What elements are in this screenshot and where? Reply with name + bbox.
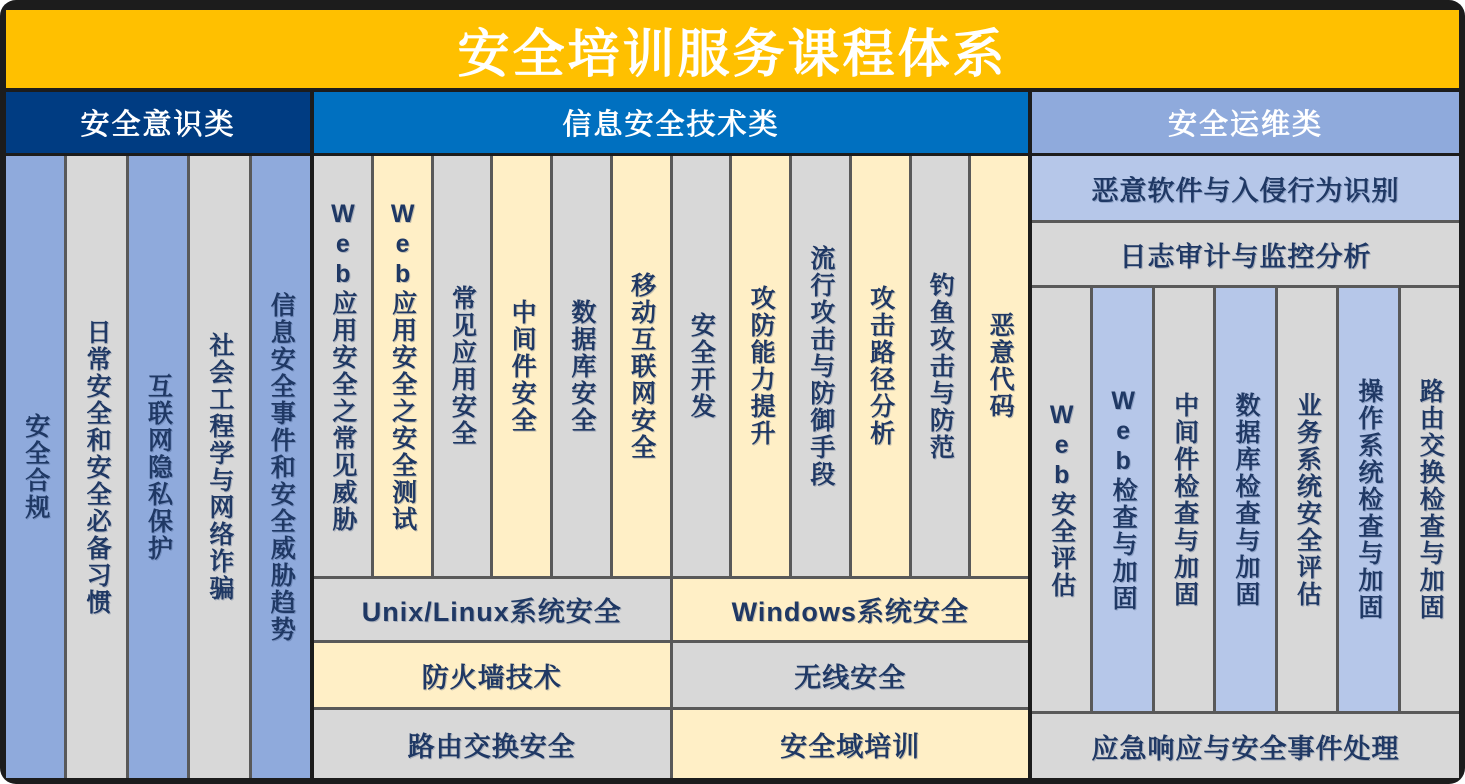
tech-course-row-cell: Windows系统安全 (673, 579, 1029, 640)
ops-body (1032, 156, 1459, 778)
tech-row-os (314, 579, 1028, 640)
section-security-awareness (6, 92, 310, 778)
tech-header: 信息安全技术类 (314, 92, 1028, 153)
tech-course-row-cell: 安全域培训 (673, 710, 1029, 778)
tech-row-network (314, 643, 1028, 707)
section-security-ops (1032, 92, 1459, 778)
tech-course-column: Web应用安全之安全测试 (374, 156, 431, 576)
diagram-title: 安全培训服务课程体系 (6, 10, 1459, 88)
tech-course-column: 安全开发 (673, 156, 730, 576)
tech-course-column: 流行攻击与防御手段 (792, 156, 849, 576)
tech-columns (314, 156, 1028, 576)
tech-course-row-cell: Unix/Linux系统安全 (314, 579, 670, 640)
tech-course-row-cell: 路由交换安全 (314, 710, 670, 778)
tech-course-column: 恶意代码 (971, 156, 1028, 576)
ops-columns (1032, 288, 1459, 711)
diagram-grid (6, 92, 1459, 778)
awareness-columns (6, 156, 310, 778)
ops-course-column: 路由交换检查与加固 (1401, 288, 1459, 711)
ops-course-column: Web安全评估 (1032, 288, 1090, 711)
awareness-course-column: 日常安全和安全必备习惯 (67, 156, 125, 778)
section-infosec-tech (314, 92, 1028, 778)
tech-course-row-cell: 无线安全 (673, 643, 1029, 707)
ops-row-incident-response (1032, 714, 1459, 778)
ops-course-row: 日志审计与监控分析 (1032, 223, 1459, 285)
awareness-course-column: 信息安全事件和安全威胁趋势 (252, 156, 310, 778)
tech-body (314, 156, 1028, 778)
ops-course-column: 业务系统安全评估 (1278, 288, 1336, 711)
tech-course-row-cell: 防火墙技术 (314, 643, 670, 707)
tech-course-column: 常见应用安全 (434, 156, 491, 576)
ops-row-log-audit (1032, 223, 1459, 285)
tech-course-column: 攻防能力提升 (732, 156, 789, 576)
ops-header: 安全运维类 (1032, 92, 1459, 153)
tech-course-column: 中间件安全 (493, 156, 550, 576)
ops-course-column: 中间件检查与加固 (1155, 288, 1213, 711)
awareness-course-column: 安全合规 (6, 156, 64, 778)
awareness-course-column: 互联网隐私保护 (129, 156, 187, 778)
tech-course-column: 移动互联网安全 (613, 156, 670, 576)
awareness-course-column: 社会工程学与网络诈骗 (190, 156, 248, 778)
tech-course-column: 攻击路径分析 (852, 156, 909, 576)
ops-course-row: 恶意软件与入侵行为识别 (1032, 156, 1459, 220)
tech-course-column: 数据库安全 (553, 156, 610, 576)
tech-course-column: Web应用安全之常见威胁 (314, 156, 371, 576)
ops-course-row: 应急响应与安全事件处理 (1032, 714, 1459, 778)
ops-course-column: 数据库检查与加固 (1216, 288, 1274, 711)
awareness-header: 安全意识类 (6, 92, 310, 153)
ops-course-column: 操作系统检查与加固 (1339, 288, 1397, 711)
ops-row-malware (1032, 156, 1459, 220)
tech-row-routing (314, 710, 1028, 778)
tech-course-column: 钓鱼攻击与防范 (912, 156, 969, 576)
ops-course-column: Web检查与加固 (1093, 288, 1151, 711)
